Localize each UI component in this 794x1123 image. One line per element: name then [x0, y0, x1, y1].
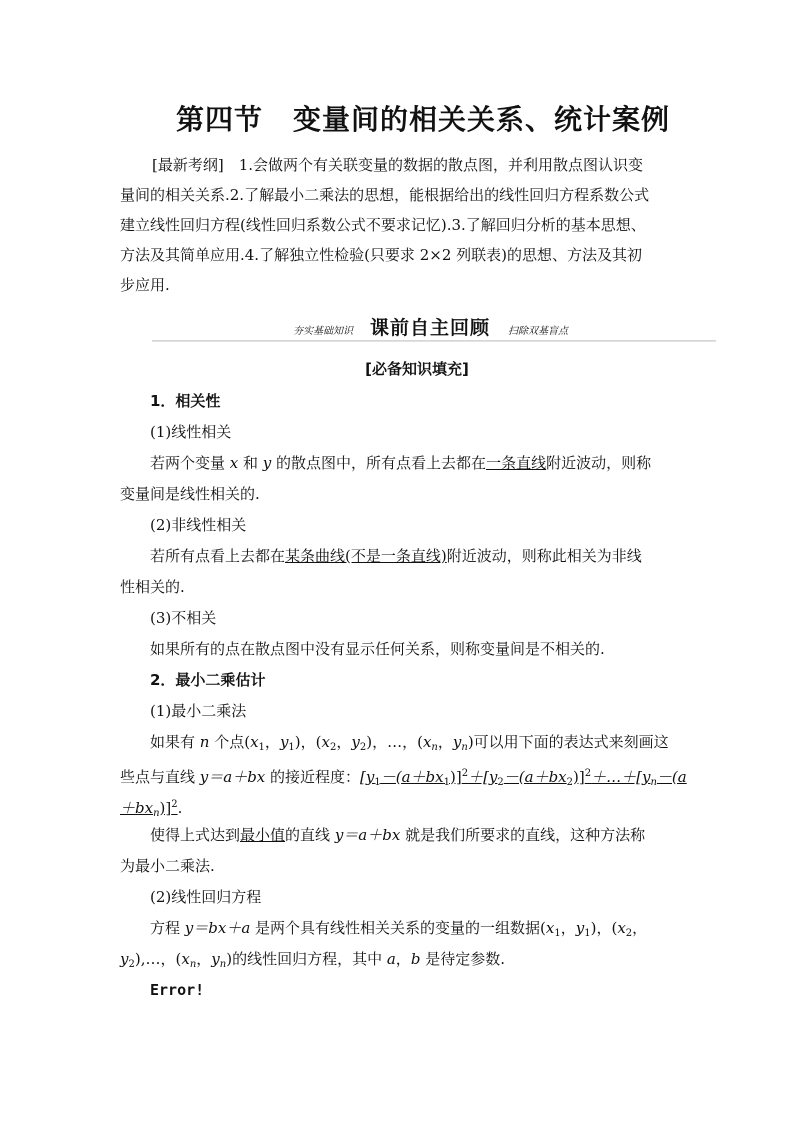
intro-line: 方法及其简单应用.4.了解独立性检验(只要求 2×2 列联表)的思想、方法及其初	[120, 246, 642, 264]
paragraph-line: 若两个变量 x 和 y 的散点图中，所有点看上去都在一条直线附近波动，则称	[150, 454, 652, 472]
intro-line: 步应用.	[120, 276, 170, 294]
answer-blank: 某条曲线(不是一条直线)	[285, 547, 447, 565]
formula-blank: $[y_1-(a+bx_1)]^2+[y_2-(a+bx_2)]^2+\dots+[y_n-(a$	[360, 768, 687, 788]
banner-right-caption: 扫除双基盲点	[508, 326, 568, 337]
page-title	[0, 98, 794, 138]
title-topic: 变量间的相关关系、统计案例	[293, 103, 671, 136]
syllabus-intro	[120, 150, 676, 300]
paragraph-line: 若所有点看上去都在某条曲线(不是一条直线)附近波动，则称此相关为非线	[150, 547, 642, 565]
banner-title: 课前自主回顾	[370, 317, 491, 339]
title-section-number: 第四节	[175, 103, 263, 136]
error-text: Error!	[150, 981, 205, 999]
paragraph-line: 如果有 n 个点($x_1$，$y_1$)，($x_2$，$y_2$)，…，($x_n$，$y_n$)可以用下面的表达式来刻画这	[150, 733, 669, 753]
section-banner	[152, 313, 716, 341]
heading-least-squares: 2．最小二乘估计	[150, 671, 266, 689]
intro-line: 建立线性回归方程(线性回归系数公式不要求记忆).3.了解回归分析的基本思想、	[120, 216, 646, 234]
paragraph-line: 如果所有的点在散点图中没有显示任何关系，则称变量间是不相关的.	[150, 640, 605, 658]
paragraph-line: $y_2),\dots$，($x_n$，$y_n$)的线性回归方程，其中 a，b 是待定参数.	[120, 950, 505, 970]
knowledge-section-title: [必备知识填充]	[365, 360, 469, 378]
paragraph-line: 变量间是线性相关的.	[120, 485, 260, 503]
subheading-nonlinear: (2)非线性相关	[150, 516, 247, 534]
subheading-least-squares-method: (1)最小二乘法	[150, 702, 247, 720]
answer-blank: 一条直线	[486, 454, 547, 472]
subheading-linear: (1)线性相关	[150, 423, 232, 441]
paragraph-line: 方程 y＝bx＋a 是两个具有线性相关关系的变量的一组数据($x_1$，$y_1$)，($x_2$，	[150, 919, 648, 939]
subheading-uncorrelated: (3)不相关	[150, 609, 217, 627]
banner-left-caption: 夯实基础知识	[293, 326, 353, 337]
heading-correlation: 1．相关性	[150, 392, 221, 410]
subheading-regression-equation: (2)线性回归方程	[150, 888, 262, 906]
content-body	[120, 386, 687, 1006]
answer-blank: 最小值	[240, 826, 286, 844]
intro-line: [最新考纲] 1.会做两个有关联变量的数据的散点图，并利用散点图认识变	[152, 156, 644, 174]
paragraph-line: 些点与直线 y＝a＋bx 的接近程度：$[y_1-(a+bx_1)]^2+[y_2-(a+bx_2)]^2+\dots+[y_n-(a$	[120, 768, 687, 788]
formula-blank: $+bx_n)]^2$	[120, 799, 178, 819]
intro-line: 量间的相关关系.2.了解最小二乘法的思想，能根据给出的线性回归方程系数公式	[120, 186, 650, 204]
paragraph-line: 使得上式达到最小值的直线 y＝a＋bx 就是我们所要求的直线，这种方法称	[150, 826, 646, 844]
paragraph-line: 为最小二乘法.	[120, 857, 215, 875]
paragraph-line: 性相关的.	[120, 578, 185, 596]
banner-divider	[152, 340, 716, 342]
paragraph-line: $+bx_n)]^2$.	[120, 799, 183, 819]
